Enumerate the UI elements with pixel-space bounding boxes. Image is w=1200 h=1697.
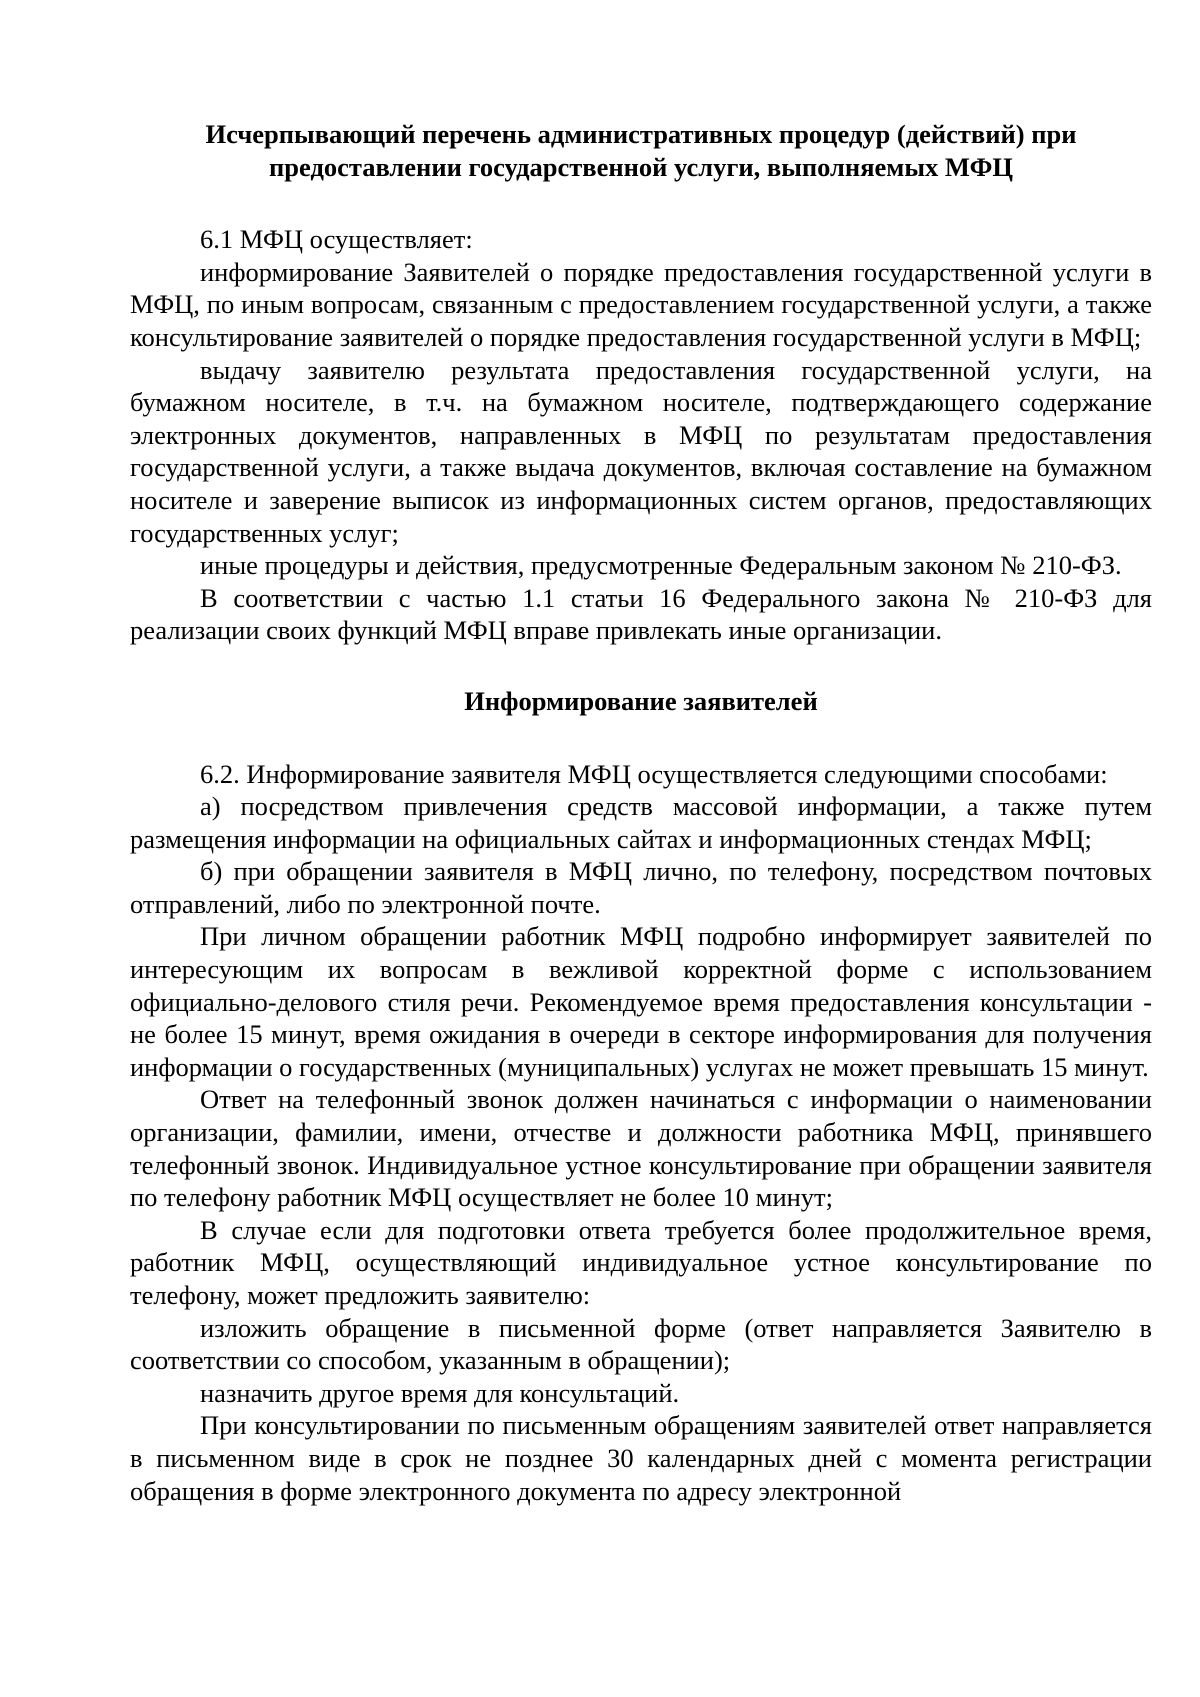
spacer [130,183,1152,223]
document-page [130,118,1152,1507]
section-1-title-line-1: Исчерпывающий перечень административных процедур (действий) при [205,119,1077,149]
paragraph-written-form: изложить обращение в письменной форме (ответ направляется Заявителю в соответствии со способом, указанным в обращении); [130,1312,1152,1376]
paragraph-other-procedures: иные процедуры и действия, предусмотренные Федеральным законом № 210-ФЗ. [200,550,1122,581]
paragraph-phone-call: Ответ на телефонный звонок должен начинаться с информации о наименовании организации, фамилии, имени, отчестве и должности работника МФЦ, принявшего телефонный звонок. Индивидуальное устное консультирование при обращении заявителя по телефону работник МФЦ осуществляет не более 10 минут; [130,1084,1152,1213]
section-1-title-line-2: предоставлении государственной услуги, выполняемых МФЦ [269,151,1013,182]
paragraph-personal-contact: б) при обращении заявителя в МФЦ лично, по телефону, посредством почтовых отправлений, либо по электронной почте. [130,856,1152,919]
paragraph-6-1-intro: 6.1 МФЦ осуществляет: [200,224,473,255]
spacer [130,647,1152,685]
section-2-title: Информирование заявителей [464,685,818,716]
paragraph-written-requests: При консультировании по письменным обращениям заявителей ответ направляется в письменном виде в срок не позднее 30 календарных дней с момента регистрации обращения в форме электронного документа по адресу электронной [130,1410,1152,1506]
spacer [130,718,1152,758]
paragraph-mass-media: а) посредством привлечения средств массовой информации, а также путем размещения информации на официальных сайтах и информационных стендах МФЦ; [130,791,1152,854]
paragraph-informing: информирование Заявителей о порядке предоставления государственной услуги в МФЦ, по иным вопросам, связанным с предоставлением государственной услуги, а также консультирование заявителей о порядке предоставления государственной услуги в МФЦ; [130,256,1152,352]
paragraph-other-organizations: В соответствии с частью 1.1 статьи 16 Федерального закона № 210-ФЗ для реализации своих функций МФЦ вправе привлекать иные организации. [130,582,1152,646]
paragraph-other-time: назначить другое время для консультаций. [200,1377,680,1408]
paragraph-6-2-intro: 6.2. Информирование заявителя МФЦ осуществляется следующими способами: [200,758,1108,789]
paragraph-issuing-results: выдачу заявителю результата предоставления государственной услуги, на бумажном носителе, в т.ч. на бумажном носителе, подтверждающего содержание электронных документов, направленных в МФЦ по результатам предоставления государственной услуги, а также выдача документов, включая составление на бумажном носителе и заверение выписок из информационных систем органов, предоставляющих государственных услуг; [130,354,1152,548]
paragraph-longer-time: В случае если для подготовки ответа требуется более продолжительное время, работник МФЦ, осуществляющий индивидуальное устное консультирование по телефону, может предложить заявителю: [130,1214,1152,1310]
section-1-title [130,118,1152,183]
paragraph-personal-visit: При личном обращении работник МФЦ подробно информирует заявителей по интересующим их вопросам в вежливой корректной форме с использованием официально-делового стиля речи. Рекомендуемое время предоставления консультации - не более 15 минут, время ожидания в очереди в секторе информирования для получения информации о государственных (муниципальных) услугах не может превышать 15 минут. [130,921,1152,1082]
